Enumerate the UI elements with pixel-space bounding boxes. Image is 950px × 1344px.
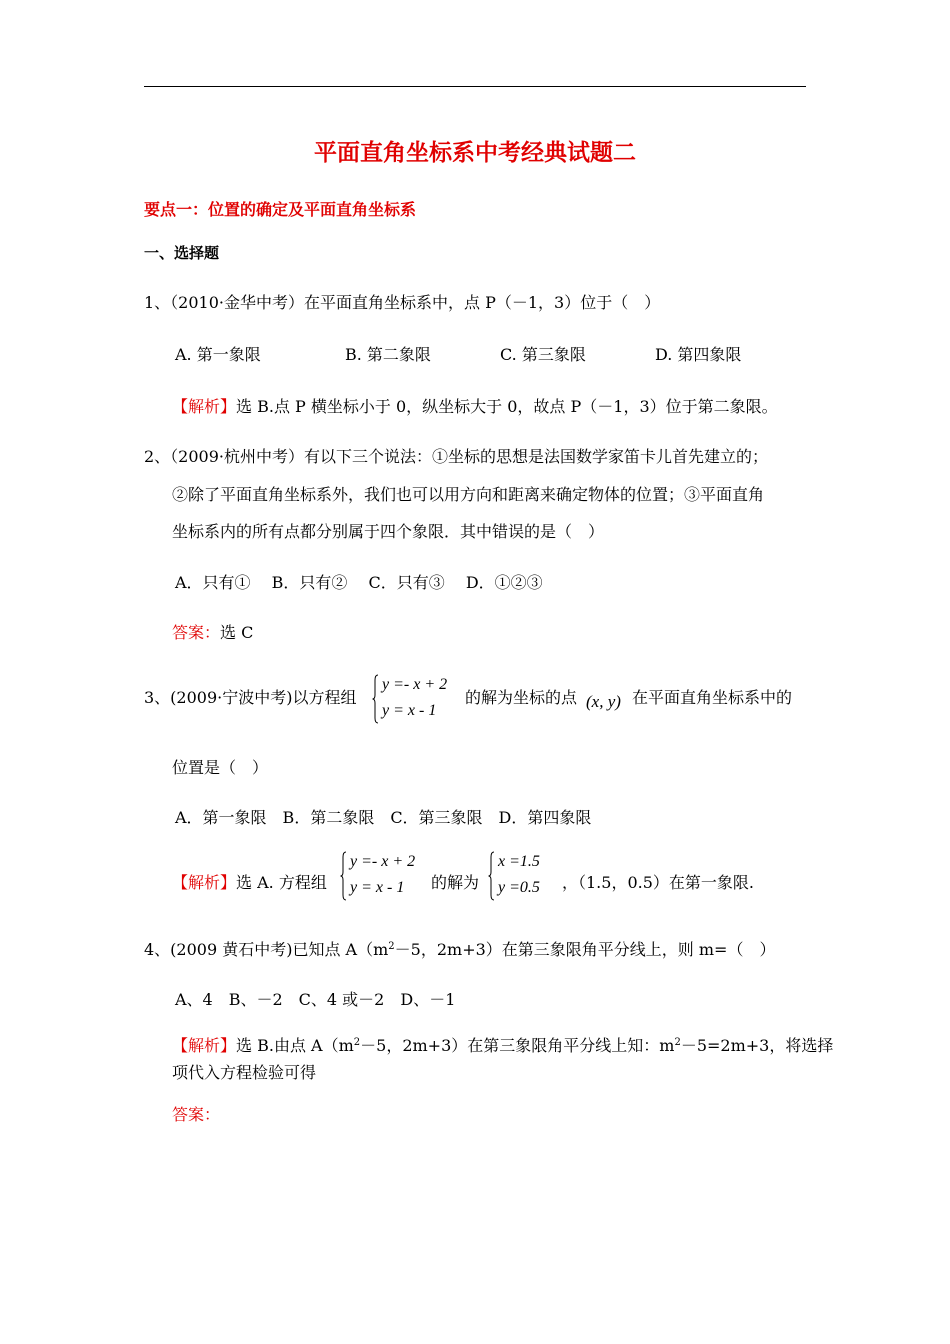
q4-options: A、4 B、－2 C、4 或－2 D、－1 [175,990,456,1009]
q3-analysis-equation-1: y =- x + 2 [350,853,416,870]
q1-analysis-text: 选 B.点 P 横坐标小于 0，纵坐标大于 0，故点 P（－1，3）位于第二象限。 [236,397,778,416]
q3-solution-y: y =0.5 [498,879,540,896]
q4-analysis [172,1033,833,1056]
brace-icon [488,851,495,901]
q3-prefix: 3、(2009·宁波中考)以方程组 [144,688,357,707]
q4-answer-label: 答案： [172,1105,221,1124]
q3-analysis-b: ，（1.5，0.5）在第一象限. [562,873,754,892]
q4-stem-a: 4、(2009 黄石中考)已知点 A（m [144,940,389,959]
header-rule [144,86,806,87]
q2-options: A．只有① B．只有② C．只有③ D．①②③ [175,573,543,592]
q2-line-1: 2、（2009·杭州中考）有以下三个说法：①坐标的思想是法国数学家笛卡儿首先建立的； [144,447,768,466]
q3-equation-1: y =- x + 2 [382,676,448,693]
q3-solution-label: 的解为 [431,873,480,892]
q1-option-d: D. 第四象限 [655,345,742,364]
section-heading: 要点一：位置的确定及平面直角坐标系 [144,200,417,219]
q1-option-c: C. 第三象限 [500,345,586,364]
q4-exponent: 2 [353,1037,361,1048]
q2-answer [172,620,253,643]
q3-analysis-a-text: 选 A. 方程组 [236,873,327,892]
q3-options: A．第一象限 B．第二象限 C．第三象限 D．第四象限 [175,808,592,827]
q1-option-b: B. 第二象限 [345,345,431,364]
subsection-heading: 一、选择题 [144,244,220,262]
analysis-tag: 【解析】 [172,1036,237,1055]
q3-solution-x: x =1.5 [498,853,540,870]
q3-analysis-a [172,870,327,893]
q3-analysis-system [340,851,428,901]
q4-analysis-line-2: 项代入方程检验可得 [172,1063,317,1082]
answer-label: 答案： [172,623,221,642]
q3-line-2: 位置是（ ） [172,758,269,777]
analysis-tag: 【解析】 [172,873,237,892]
analysis-tag: 【解析】 [172,397,237,416]
q4-analysis-c: －5=2m+3，将选择 [680,1036,834,1055]
q3-point: (x, y) [586,692,621,711]
q4-stem-b: －5，2m+3）在第三象限角平分线上，则 m=（ ） [394,940,776,959]
q2-answer-value: 选 C [220,623,254,642]
q3-middle: 的解为坐标的点 [465,688,578,707]
q4-analysis-b: －5，2m+3）在第三象限角平分线上知：m [360,1036,675,1055]
q4-exponent: 2 [674,1037,681,1048]
brace-icon [372,674,379,724]
q3-solution-system [488,851,556,901]
q1-stem: 1、（2010·金华中考）在平面直角坐标系中，点 P（－1，3）位于（ ） [144,293,661,312]
q3-equation-system [372,674,462,724]
q3-analysis-equation-2: y = x - 1 [350,879,405,896]
q2-line-3: 坐标系内的所有点都分别属于四个象限．其中错误的是（ ） [172,522,605,541]
q1-option-a: A. 第一象限 [175,345,261,364]
q4-stem [144,937,775,960]
q3-equation-2: y = x - 1 [382,702,437,719]
q4-analysis-a: 选 B.由点 A（m [236,1036,354,1055]
q2-line-2: ②除了平面直角坐标系外，我们也可以用方向和距离来确定物体的位置；③平面直角 [172,485,765,504]
brace-icon [340,851,347,901]
q1-analysis [172,394,778,417]
q3-suffix: 在平面直角坐标系中的 [632,688,793,707]
page-title: 平面直角坐标系中考经典试题二 [314,140,636,166]
q4-exponent: 2 [388,941,395,952]
